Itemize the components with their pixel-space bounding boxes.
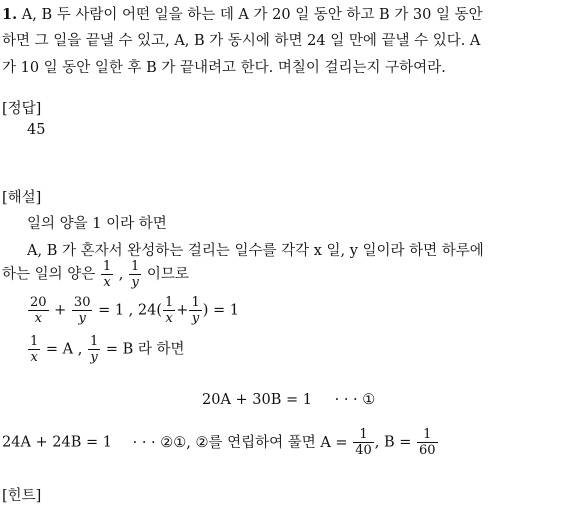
fraction-sub-x: $\frac{1}{x}$ [30,334,39,365]
line3-prefix: 하는 일의 양은 [2,266,96,283]
fraction-1-over-40: $\frac{1}{40}$ [355,427,372,458]
equation-line-1: $\frac{20}{x}$ + $\frac{30}{y}$ = 1 , 24( $\frac{1}{x}$ + $\frac{1}{y}$ ) = 1 [30,295,239,326]
problem-line-3: 가 10 일 동안 일한 후 B 가 끝내려고 한다. 며칠이 걸리는지 구하여라. [2,60,446,76]
fraction-1-over-x: $\frac{1}{x}$ [102,259,112,290]
line3-suffix: 이므로 [146,266,189,283]
fraction-20-over-x: $\frac{20}{x}$ [30,295,47,326]
problem-text-1: A, B 두 사람이 어떤 일을 하는 데 A 가 20 일 동안 하고 B 가 30 일 동안 [21,7,483,23]
solution-line-2: A, B 가 혼자서 완성하는 걸리는 일수를 각각 x 일, y 일이라 하면 하루에 [27,243,484,259]
solution-line-1: 일의 양을 1 이라 하면 [27,216,167,232]
display-equation-2: 24A + 24B = 1 · · · ②①, ②를 연립하여 풀면 A = $\frac{1}{40}$ , B = $\frac{1}{60}$ [2,427,436,458]
problem-number: 1. [2,6,18,23]
solution-line-3: 하는 일의 양은 $\frac{1}{x}$ , $\frac{1}{y}$ 이므로 [2,259,189,290]
solution-heading: [해설] [2,190,42,206]
answer-heading: [정답] [2,101,42,117]
fraction-sub-y: $\frac{1}{y}$ [89,334,99,365]
fraction-1-over-y-b: $\frac{1}{y}$ [191,295,200,326]
answer-value: 45 [27,122,46,138]
substitution-line: $\frac{1}{x}$ = A , $\frac{1}{y}$ = B 라 하면 [30,334,185,365]
fraction-1-over-60: $\frac{1}{60}$ [419,427,436,458]
hint-heading: [힌트] [2,488,42,504]
fraction-30-over-y: $\frac{30}{y}$ [73,295,91,326]
display-equation-1: 20A + 30B = 1 · · · ① [202,392,376,408]
problem-line-2: 하면 그 일을 끝낼 수 있고, A, B 가 동시에 하면 24 일 만에 끝낼 수 있다. A [2,33,481,49]
problem-line-1 [2,3,483,24]
fraction-1-over-x-b: $\frac{1}{x}$ [165,295,174,326]
fraction-1-over-y: $\frac{1}{y}$ [130,259,140,290]
